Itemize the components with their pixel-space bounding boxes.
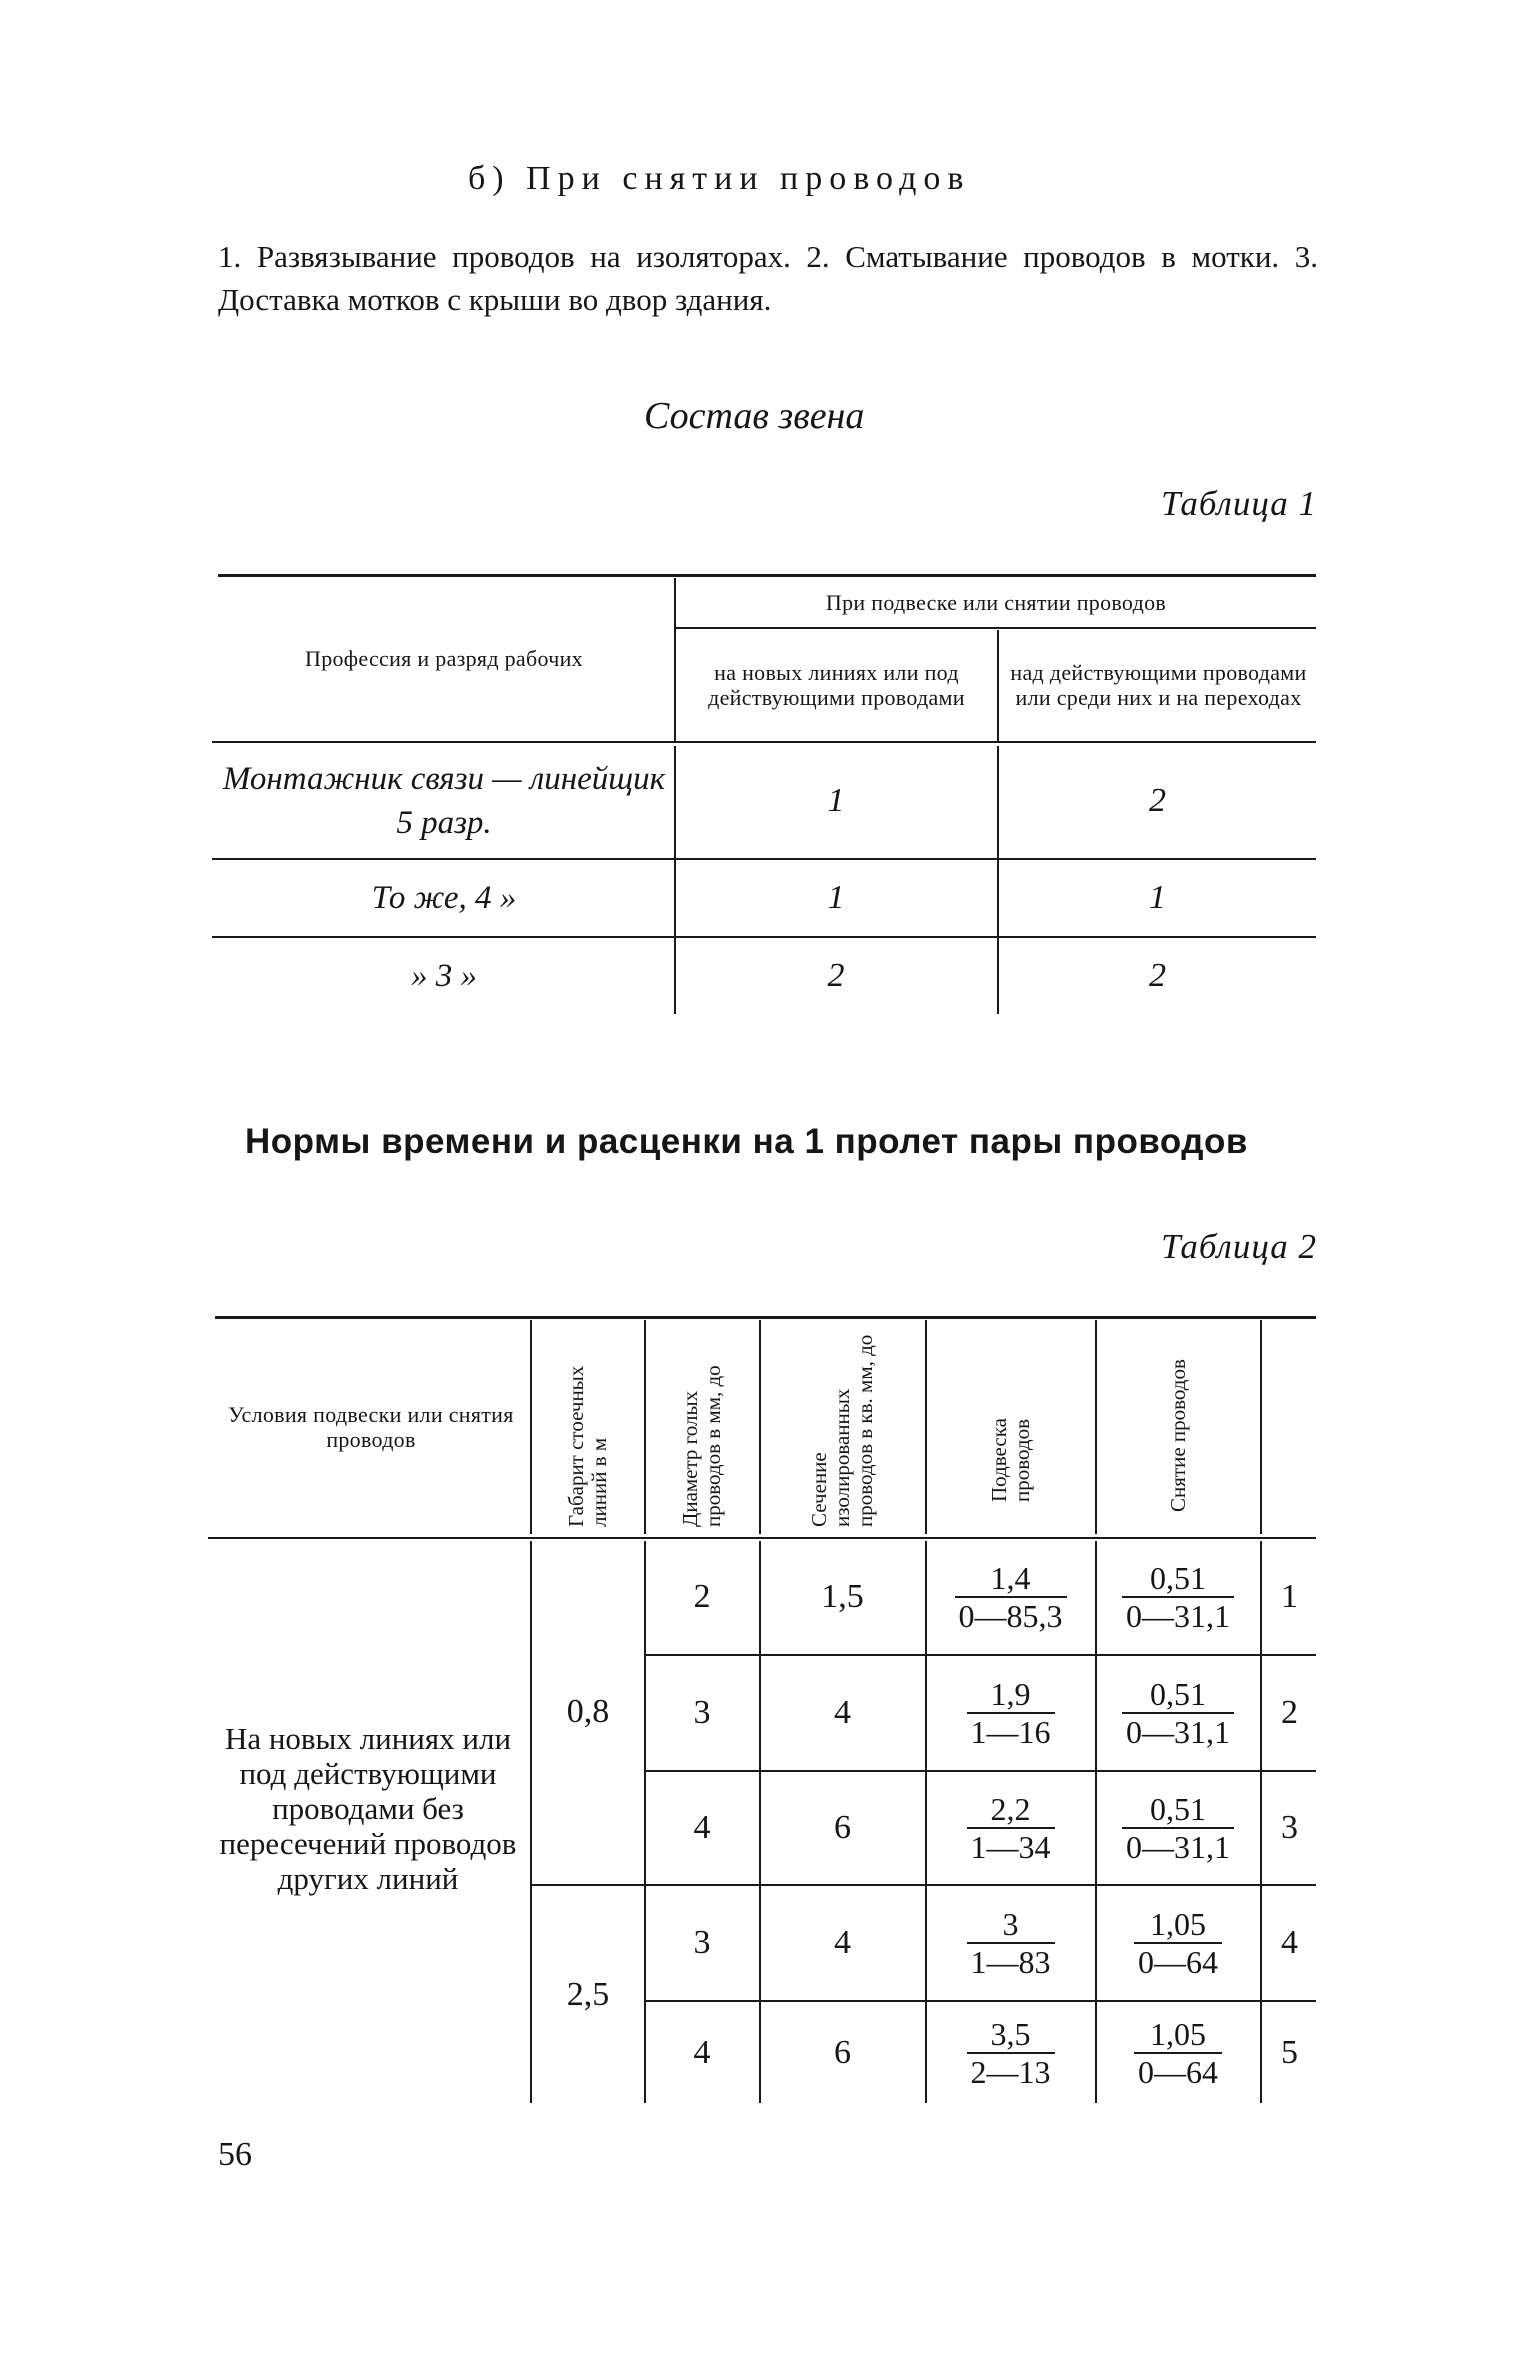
intro-paragraph: 1. Развязывание проводов на изоляторах. 2. Сматывание проводов в мотки. 3. Доставка мотков с крыши во двор здания. bbox=[218, 239, 1318, 317]
t2-row2-removal: $\frac{0,51}{0—31,1}$ bbox=[1098, 1657, 1258, 1769]
t2-row2-number: 2 bbox=[1281, 1694, 1298, 1731]
t1-header-profession: Профессия и разряд рабочих bbox=[305, 645, 583, 671]
t2-row4-removal: $\frac{1,05}{0—64}$ bbox=[1098, 1887, 1258, 1999]
t2-row1-number: 1 bbox=[1281, 1578, 1298, 1615]
t2-row3-diameter: 4 bbox=[693, 1809, 711, 1846]
t1-row2-new-lines: 1 bbox=[827, 878, 845, 916]
t2-row3-removal: $\frac{0,51}{0—31,1}$ bbox=[1098, 1773, 1258, 1883]
t1-row2-over-existing: 1 bbox=[1149, 878, 1166, 916]
t2-row5-section: 6 bbox=[834, 2034, 851, 2071]
t1-header-over-existing: над действующими проводами или среди них и на переходах bbox=[1010, 660, 1307, 710]
t1-header-new-lines: на новых линиях или под действующими проводами bbox=[708, 660, 965, 710]
t2-row4-number: 4 bbox=[1281, 1924, 1298, 1961]
t2-row3-number: 3 bbox=[1281, 1809, 1298, 1846]
section-heading: б) При снятии проводов bbox=[468, 160, 971, 197]
t2-row5-hanging: $\frac{3,5}{2—13}$ bbox=[928, 2003, 1093, 2103]
t2-row2-section: 4 bbox=[834, 1694, 851, 1731]
t1-row1-profession: Монтажник связи — линейщик 5 разр. bbox=[222, 761, 666, 841]
t1-row1-new-lines: 1 bbox=[827, 782, 845, 819]
t1-row1-over-existing: 2 bbox=[1149, 782, 1166, 819]
composition-title: Состав звена bbox=[644, 395, 865, 437]
table2-caption: Таблица 2 bbox=[1161, 1227, 1317, 1266]
t2-condition-text: На новых линиях или под действующими проводами без пересечений проводов других линий bbox=[219, 1721, 517, 1896]
table1-caption: Таблица 1 bbox=[1161, 484, 1317, 523]
t2-row2-hanging: $\frac{1,9}{1—16}$ bbox=[928, 1657, 1093, 1769]
t2-header-removal: Снятие проводов bbox=[1165, 1359, 1190, 1512]
t2-row4-diameter: 3 bbox=[693, 1924, 711, 1961]
t1-row3-profession: » 3 » bbox=[411, 958, 477, 994]
t2-row4-section: 4 bbox=[834, 1924, 851, 1961]
t2-header-hanging: Подвеска проводов bbox=[986, 1418, 1034, 1502]
t2-row1-section: 1,5 bbox=[821, 1578, 864, 1615]
t2-row5-diameter: 4 bbox=[693, 2034, 711, 2071]
page-number: 56 bbox=[218, 2136, 252, 2173]
t2-row1-removal: $\frac{0,51}{0—31,1}$ bbox=[1098, 1541, 1258, 1653]
t1-row3-new-lines: 2 bbox=[827, 957, 845, 994]
t2-header-conditions: Условия подвески или снятия проводов bbox=[228, 1402, 514, 1452]
t2-header-diameter: Диаметр голых проводов в мм, до bbox=[678, 1365, 725, 1527]
t1-header-group: При подвеске или снятии проводов bbox=[825, 589, 1167, 615]
t2-row3-section: 6 bbox=[834, 1809, 851, 1846]
t2-gabarit-group-2: 2,5 bbox=[566, 1975, 610, 2013]
t1-row3-over-existing: 2 bbox=[1149, 957, 1166, 994]
t2-row1-hanging: $\frac{1,4}{0—85,3}$ bbox=[928, 1541, 1093, 1653]
t1-row2-profession: То же, 4 » bbox=[371, 879, 517, 916]
t2-row5-removal: $\frac{1,05}{0—64}$ bbox=[1098, 2003, 1258, 2103]
t2-row3-hanging: $\frac{2,2}{1—34}$ bbox=[928, 1773, 1093, 1883]
t2-row5-number: 5 bbox=[1281, 2034, 1298, 2071]
t2-header-section: Сечение изолированных проводов в кв. мм, до bbox=[807, 1334, 877, 1527]
t2-row2-diameter: 3 bbox=[693, 1694, 711, 1731]
t2-header-gabarit: Габарит стоечных линий в м bbox=[564, 1365, 611, 1527]
t2-row1-diameter: 2 bbox=[693, 1578, 711, 1615]
t2-row4-hanging: $\frac{3}{1—83}$ bbox=[928, 1887, 1093, 1999]
t2-gabarit-group-1: 0,8 bbox=[566, 1693, 610, 1730]
norms-title: Нормы времени и расценки на 1 пролет пары проводов bbox=[245, 1122, 1248, 1161]
